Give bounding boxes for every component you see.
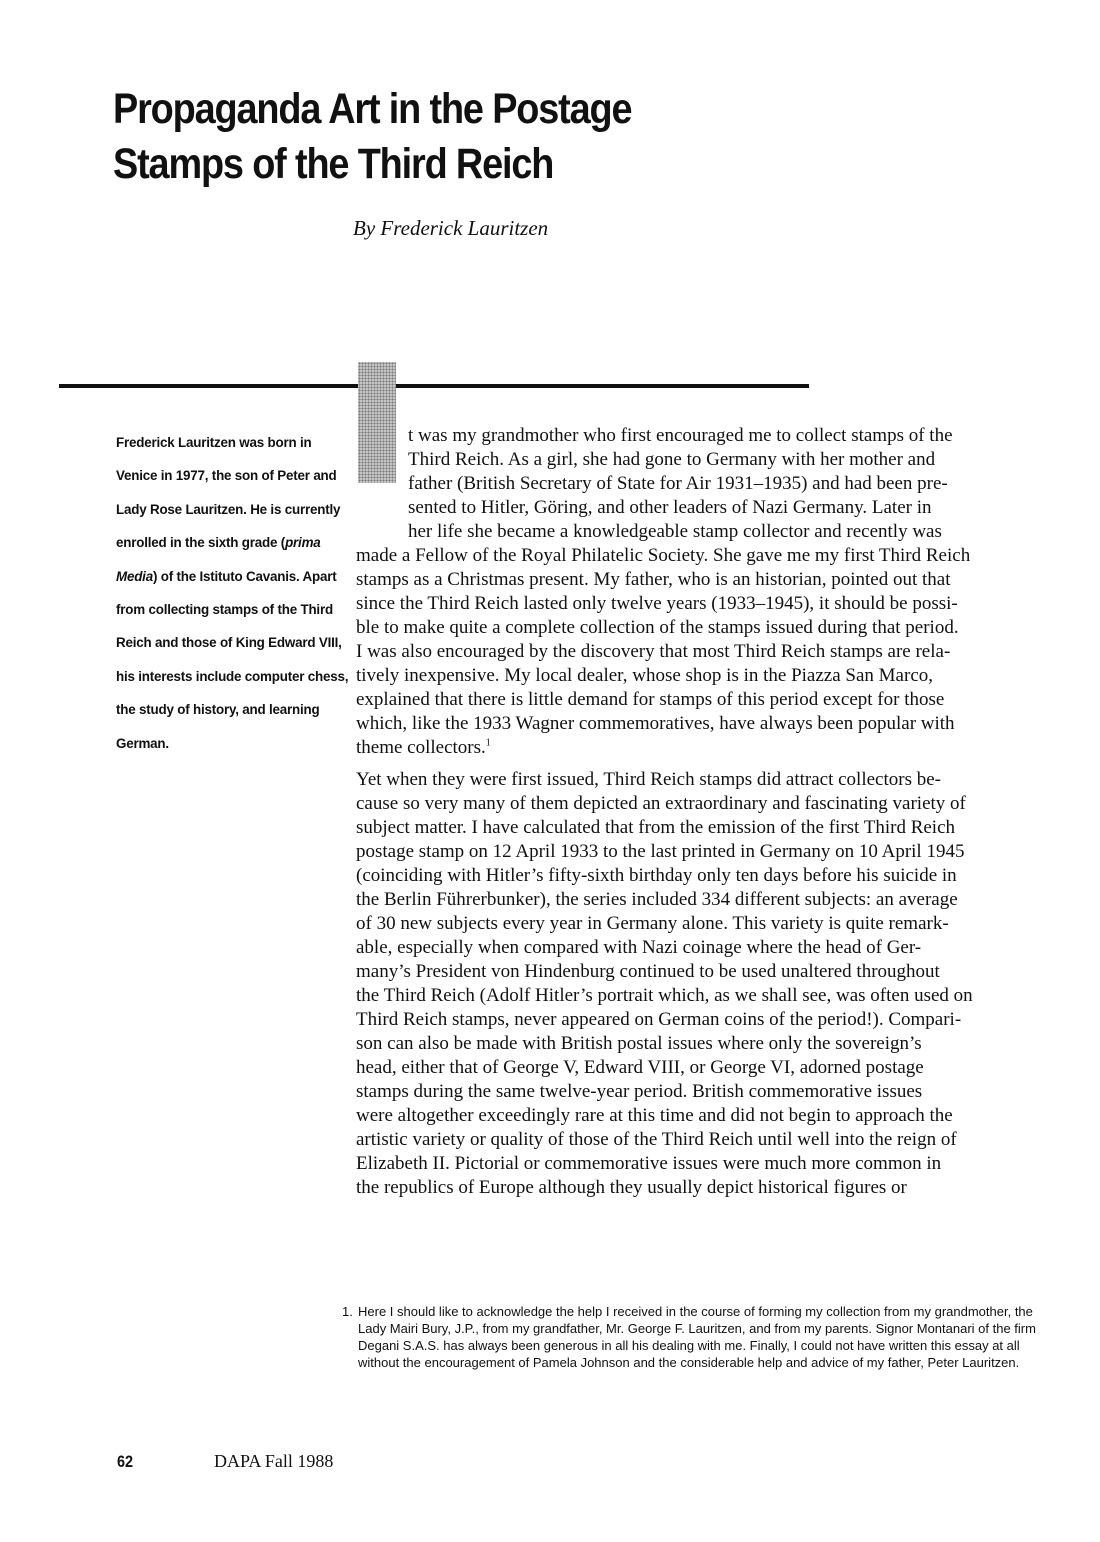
footnote-ref[interactable]: 1: [485, 737, 491, 749]
body-line: the republics of Europe although they usually depict historical figures or: [356, 1177, 907, 1198]
body-line: subject matter. I have calculated that from the emission of the first Third Reich: [356, 817, 956, 838]
body-line: able, especially when compared with Nazi coinage where the head of Ger-: [356, 937, 922, 958]
body-line: the Third Reich (Adolf Hitler’s portrait which, as we shall see, was often used on: [356, 985, 973, 1006]
bio-text-italic: prima Media: [116, 535, 321, 584]
page-number: 62: [117, 1452, 134, 1471]
body-line: which, like the 1933 Wagner commemoratives, have always been popular with: [356, 713, 955, 734]
body-line: father (British Secretary of State for Air 1931–1935) and had been pre-: [408, 473, 948, 494]
body-line: the Berlin Führerbunker), the series included 334 different subjects: an average: [356, 889, 958, 910]
body-line: many’s President von Hindenburg continued to be used unaltered throughout: [356, 961, 940, 982]
section-rule: [59, 384, 809, 388]
body-line: ble to make quite a complete collection of the stamps issued during that period.: [356, 617, 959, 638]
body-line: stamps as a Christmas present. My father, who is an historian, pointed out that: [356, 569, 951, 590]
body-line: Third Reich stamps, never appeared on German coins of the period!). Compari-: [356, 1009, 962, 1030]
title-line-1: Propaganda Art in the Postage: [113, 85, 632, 133]
bio-text-part-2: ) of the Istituto Cavanis. Apart from collecting stamps of the Third Reich and those of King Edward VIII, his interests include computer chess, the study of history, and learning German.: [116, 568, 349, 751]
body-line: stamps during the same twelve-year period. British commemorative issues: [356, 1081, 923, 1102]
body-line: artistic variety or quality of those of the Third Reich until well into the reign of: [356, 1129, 957, 1150]
body-line: Yet when they were first issued, Third Reich stamps did attract collectors be-: [356, 769, 941, 790]
footnote: [342, 1303, 1052, 1371]
body-line: of 30 new subjects every year in Germany alone. This variety is quite remark-: [356, 913, 949, 934]
paragraph-1: [356, 424, 1042, 760]
article-body: [356, 424, 1042, 1200]
title-line-2: Stamps of the Third Reich: [113, 140, 554, 188]
body-line: tively inexpensive. My local dealer, whose shop is in the Piazza San Marco,: [356, 665, 934, 686]
body-line: Third Reich. As a girl, she had gone to Germany with her mother and: [408, 449, 936, 470]
article-title: [113, 82, 782, 192]
publication-name: DAPA Fall 1988: [214, 1451, 334, 1471]
body-line: since the Third Reich lasted only twelve years (1933–1945), it should be possi-: [356, 593, 958, 614]
body-line: son can also be made with British postal issues where only the sovereign’s: [356, 1033, 922, 1054]
body-line-last: [356, 736, 1042, 760]
body-line: (coinciding with Hitler’s fifty-sixth birthday only ten days before his suicide in: [356, 865, 957, 886]
body-line: explained that there is little demand for stamps of this period except for those: [356, 689, 945, 710]
byline: By Frederick Lauritzen: [353, 216, 549, 240]
body-line: Elizabeth II. Pictorial or commemorative issues were much more common in: [356, 1153, 942, 1174]
body-line: head, either that of George V, Edward VIII, or George VI, adorned postage: [356, 1057, 924, 1078]
bio-text-part-1: Frederick Lauritzen was born in Venice in 1977, the son of Peter and Lady Rose Lauritzen. He is currently enrolled in the sixth grade (: [116, 435, 341, 551]
body-line: sented to Hitler, Göring, and other leaders of Nazi Germany. Later in: [408, 497, 932, 518]
paragraph-2: [356, 768, 1042, 1200]
footnote-text: Here I should like to acknowledge the help I received in the course of forming my collection from my grandmother, the Lady Mairi Bury, J.P., from my grandfather, Mr. George F. Lauritzen, and from my parents. Signor Montanari of the firm Degani S.A.S. has always been generous in all his dealing with me. Finally, I could not have written this essay at all without the encouragement of Pamela Johnson and the considerable help and advice of my father, Peter Lauritzen.: [358, 1304, 1036, 1370]
body-line: her life she became a knowledgeable stamp collector and recently was: [408, 521, 942, 542]
body-line: were altogether exceedingly rare at this time and did not begin to approach the: [356, 1105, 953, 1126]
footnote-number: 1.: [342, 1304, 353, 1319]
bio-text: [116, 426, 352, 760]
body-line: cause so very many of them depicted an extraordinary and fascinating variety of: [356, 793, 966, 814]
body-line: t was my grandmother who first encouraged me to collect stamps of the: [408, 425, 953, 446]
body-line: theme collectors.: [356, 737, 486, 758]
body-line: I was also encouraged by the discovery that most Third Reich stamps are rela-: [356, 641, 951, 662]
body-line: made a Fellow of the Royal Philatelic Society. She gave me my first Third Reich: [356, 545, 971, 566]
author-bio: [116, 426, 352, 760]
body-line: postage stamp on 12 April 1933 to the last printed in Germany on 10 April 1945: [356, 841, 965, 862]
